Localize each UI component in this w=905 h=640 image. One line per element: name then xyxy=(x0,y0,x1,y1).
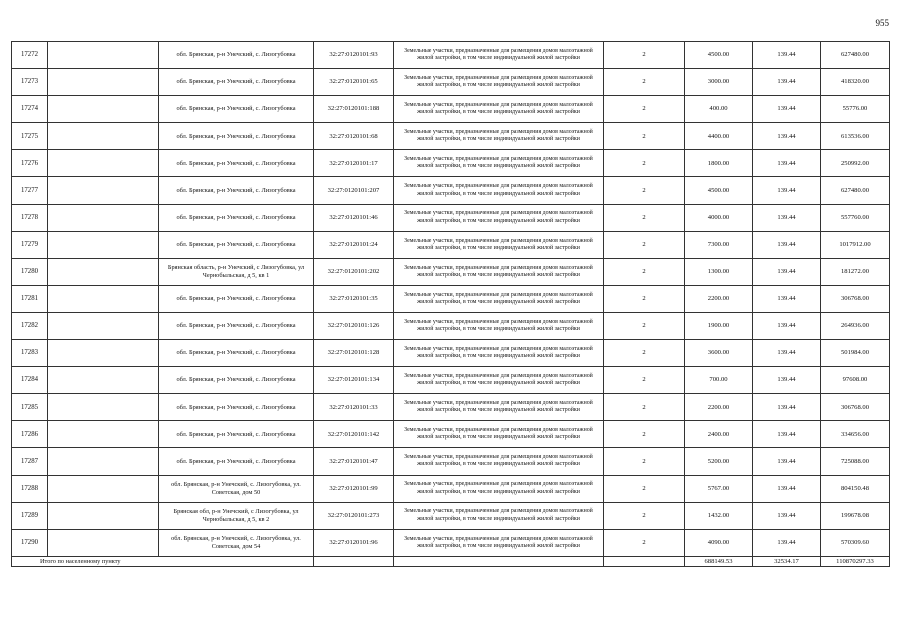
row-cadastral-number-cell: 32:27:0120101:68 xyxy=(314,123,394,150)
row-group-cell: 2 xyxy=(604,177,685,204)
row-area-cell: 1800.00 xyxy=(685,150,753,177)
row-cadastral-number-cell: 32:27:0120101:273 xyxy=(314,502,394,529)
row-group-cell: 2 xyxy=(604,502,685,529)
row-land-use-cell: Земельные участки, предназначенные для размещения домов малоэтажной жилой застройки, в том числе индивидуальной жилой застройки xyxy=(394,231,604,258)
row-area-cell: 1432.00 xyxy=(685,502,753,529)
row-empty-cell xyxy=(48,177,159,204)
row-land-use-cell: Земельные участки, предназначенные для размещения домов малоэтажной жилой застройки, в том числе индивидуальной жилой застройки xyxy=(394,394,604,421)
row-address-cell: обл. Брянская, р-н Унечский, с. Лизогубовка, ул. Советская, дом 54 xyxy=(159,529,314,556)
row-rate-cell: 139.44 xyxy=(753,367,821,394)
row-id-cell: 17277 xyxy=(12,177,48,204)
row-address-cell: обл. Брянская, р-н Унечский, с. Лизогубовка xyxy=(159,177,314,204)
row-cadastral-number-cell: 32:27:0120101:35 xyxy=(314,285,394,312)
row-cadastral-value-cell: 627480.00 xyxy=(821,42,890,69)
row-group-cell: 2 xyxy=(604,421,685,448)
row-id-cell: 17276 xyxy=(12,150,48,177)
row-cadastral-number-cell: 32:27:0120101:134 xyxy=(314,367,394,394)
row-address-cell: обл. Брянская, р-н Унечский, с. Лизогубовка xyxy=(159,448,314,475)
row-cadastral-number-cell: 32:27:0120101:17 xyxy=(314,150,394,177)
row-rate-cell: 139.44 xyxy=(753,448,821,475)
row-rate-cell: 139.44 xyxy=(753,421,821,448)
row-rate-cell: 139.44 xyxy=(753,96,821,123)
row-land-use-cell: Земельные участки, предназначенные для размещения домов малоэтажной жилой застройки, в том числе индивидуальной жилой застройки xyxy=(394,502,604,529)
row-cadastral-value-cell: 418320.00 xyxy=(821,69,890,96)
row-cadastral-number-cell: 32:27:0120101:99 xyxy=(314,475,394,502)
row-address-cell: обл. Брянская, р-н Унечский, с. Лизогубовка xyxy=(159,123,314,150)
row-area-cell: 3000.00 xyxy=(685,69,753,96)
table-row xyxy=(12,204,890,231)
row-group-cell: 2 xyxy=(604,312,685,339)
table-row xyxy=(12,529,890,556)
row-cadastral-number-cell: 32:27:0120101:142 xyxy=(314,421,394,448)
row-cadastral-value-cell: 264936.00 xyxy=(821,312,890,339)
row-cadastral-number-cell: 32:27:0120101:96 xyxy=(314,529,394,556)
table-row xyxy=(12,448,890,475)
row-address-cell: обл. Брянская, р-н Унечский, с. Лизогубовка, ул. Советская, дом 50 xyxy=(159,475,314,502)
row-group-cell: 2 xyxy=(604,448,685,475)
row-cadastral-number-cell: 32:27:0120101:207 xyxy=(314,177,394,204)
row-empty-cell xyxy=(48,96,159,123)
table-row xyxy=(12,177,890,204)
row-group-cell: 2 xyxy=(604,340,685,367)
row-empty-cell xyxy=(48,448,159,475)
row-cadastral-value-cell: 557760.00 xyxy=(821,204,890,231)
row-empty-cell xyxy=(48,231,159,258)
row-cadastral-value-cell: 55776.00 xyxy=(821,96,890,123)
row-address-cell: обл. Брянская, р-н Унечский, с. Лизогубовка xyxy=(159,394,314,421)
row-cadastral-value-cell: 570309.60 xyxy=(821,529,890,556)
row-id-cell: 17279 xyxy=(12,231,48,258)
row-cadastral-value-cell: 334656.00 xyxy=(821,421,890,448)
row-land-use-cell: Земельные участки, предназначенные для размещения домов малоэтажной жилой застройки, в том числе индивидуальной жилой застройки xyxy=(394,150,604,177)
row-cadastral-value-cell: 501984.00 xyxy=(821,340,890,367)
table-row xyxy=(12,96,890,123)
row-cadastral-number-cell: 32:27:0120101:46 xyxy=(314,204,394,231)
row-id-cell: 17289 xyxy=(12,502,48,529)
row-land-use-cell: Земельные участки, предназначенные для размещения домов малоэтажной жилой застройки, в том числе индивидуальной жилой застройки xyxy=(394,42,604,69)
row-address-cell: обл. Брянская, р-н Унечский, с. Лизогубовка xyxy=(159,231,314,258)
row-cadastral-value-cell: 97608.00 xyxy=(821,367,890,394)
table-row xyxy=(12,285,890,312)
row-empty-cell xyxy=(48,394,159,421)
row-empty-cell xyxy=(48,69,159,96)
row-cadastral-number-cell: 32:27:0120101:202 xyxy=(314,258,394,285)
row-empty-cell xyxy=(48,367,159,394)
row-id-cell: 17274 xyxy=(12,96,48,123)
row-id-cell: 17287 xyxy=(12,448,48,475)
row-group-cell: 2 xyxy=(604,367,685,394)
row-area-cell: 4000.00 xyxy=(685,204,753,231)
table-row xyxy=(12,258,890,285)
row-empty-cell xyxy=(48,312,159,339)
row-cadastral-value-cell: 627480.00 xyxy=(821,177,890,204)
row-cadastral-value-cell: 1017912.00 xyxy=(821,231,890,258)
row-rate-cell: 139.44 xyxy=(753,231,821,258)
row-area-cell: 5767.00 xyxy=(685,475,753,502)
row-address-cell: обл. Брянская, р-н Унечский, с. Лизогубовка xyxy=(159,285,314,312)
table-row xyxy=(12,231,890,258)
row-id-cell: 17283 xyxy=(12,340,48,367)
row-empty-cell xyxy=(48,123,159,150)
row-land-use-cell: Земельные участки, предназначенные для размещения домов малоэтажной жилой застройки, в том числе индивидуальной жилой застройки xyxy=(394,529,604,556)
row-empty-cell xyxy=(48,340,159,367)
row-rate-cell: 139.44 xyxy=(753,204,821,231)
row-area-cell: 4090.00 xyxy=(685,529,753,556)
total-row xyxy=(12,556,890,566)
row-group-cell: 2 xyxy=(604,204,685,231)
row-group-cell: 2 xyxy=(604,258,685,285)
row-land-use-cell: Земельные участки, предназначенные для размещения домов малоэтажной жилой застройки, в том числе индивидуальной жилой застройки xyxy=(394,69,604,96)
row-empty-cell xyxy=(48,204,159,231)
row-land-use-cell: Земельные участки, предназначенные для размещения домов малоэтажной жилой застройки, в том числе индивидуальной жилой застройки xyxy=(394,285,604,312)
row-area-cell: 3600.00 xyxy=(685,340,753,367)
row-group-cell: 2 xyxy=(604,529,685,556)
row-land-use-cell: Земельные участки, предназначенные для размещения домов малоэтажной жилой застройки, в том числе индивидуальной жилой застройки xyxy=(394,123,604,150)
total-label: Итого по населенному пункту xyxy=(12,556,314,566)
row-area-cell: 2200.00 xyxy=(685,285,753,312)
row-area-cell: 2200.00 xyxy=(685,394,753,421)
row-land-use-cell: Земельные участки, предназначенные для размещения домов малоэтажной жилой застройки, в том числе индивидуальной жилой застройки xyxy=(394,421,604,448)
row-rate-cell: 139.44 xyxy=(753,123,821,150)
row-address-cell: Брянская обл, р-н Унечский, с Лизогубовка, ул Чернобыльская, д 5, кв 2 xyxy=(159,502,314,529)
row-group-cell: 2 xyxy=(604,150,685,177)
row-id-cell: 17284 xyxy=(12,367,48,394)
row-address-cell: обл. Брянская, р-н Унечский, с. Лизогубовка xyxy=(159,367,314,394)
page-number: 955 xyxy=(875,18,889,28)
table-row xyxy=(12,69,890,96)
table-row xyxy=(12,340,890,367)
total-empty-cell xyxy=(604,556,685,566)
row-area-cell: 5200.00 xyxy=(685,448,753,475)
row-cadastral-number-cell: 32:27:0120101:93 xyxy=(314,42,394,69)
total-empty-cell xyxy=(394,556,604,566)
row-id-cell: 17288 xyxy=(12,475,48,502)
table-row xyxy=(12,475,890,502)
row-rate-cell: 139.44 xyxy=(753,340,821,367)
row-group-cell: 2 xyxy=(604,394,685,421)
row-group-cell: 2 xyxy=(604,123,685,150)
row-land-use-cell: Земельные участки, предназначенные для размещения домов малоэтажной жилой застройки, в том числе индивидуальной жилой застройки xyxy=(394,475,604,502)
row-address-cell: обл. Брянская, р-н Унечский, с. Лизогубовка xyxy=(159,69,314,96)
row-rate-cell: 139.44 xyxy=(753,258,821,285)
row-group-cell: 2 xyxy=(604,42,685,69)
table-row xyxy=(12,312,890,339)
row-area-cell: 4500.00 xyxy=(685,42,753,69)
row-rate-cell: 139.44 xyxy=(753,502,821,529)
row-cadastral-number-cell: 32:27:0120101:128 xyxy=(314,340,394,367)
row-land-use-cell: Земельные участки, предназначенные для размещения домов малоэтажной жилой застройки, в том числе индивидуальной жилой застройки xyxy=(394,96,604,123)
row-rate-cell: 139.44 xyxy=(753,285,821,312)
total-empty-cell xyxy=(314,556,394,566)
row-area-cell: 1900.00 xyxy=(685,312,753,339)
row-address-cell: Брянская область, р-н Унечский, с Лизогубовка, ул Чернобыльская, д 5, кв 1 xyxy=(159,258,314,285)
row-empty-cell xyxy=(48,529,159,556)
row-rate-cell: 139.44 xyxy=(753,69,821,96)
registry-body xyxy=(12,42,890,567)
row-cadastral-value-cell: 306768.00 xyxy=(821,285,890,312)
row-cadastral-number-cell: 32:27:0120101:188 xyxy=(314,96,394,123)
table-row xyxy=(12,150,890,177)
row-id-cell: 17285 xyxy=(12,394,48,421)
total-rate-cell: 32534.17 xyxy=(753,556,821,566)
row-id-cell: 17278 xyxy=(12,204,48,231)
row-id-cell: 17273 xyxy=(12,69,48,96)
row-empty-cell xyxy=(48,421,159,448)
row-id-cell: 17280 xyxy=(12,258,48,285)
row-empty-cell xyxy=(48,150,159,177)
row-cadastral-value-cell: 804150.48 xyxy=(821,475,890,502)
row-id-cell: 17282 xyxy=(12,312,48,339)
total-area-cell: 688149.53 xyxy=(685,556,753,566)
land-registry-table xyxy=(11,41,890,567)
row-area-cell: 4400.00 xyxy=(685,123,753,150)
row-cadastral-value-cell: 725088.00 xyxy=(821,448,890,475)
row-cadastral-number-cell: 32:27:0120101:126 xyxy=(314,312,394,339)
row-address-cell: обл. Брянская, р-н Унечский, с. Лизогубовка xyxy=(159,42,314,69)
row-id-cell: 17281 xyxy=(12,285,48,312)
row-address-cell: обл. Брянская, р-н Унечский, с. Лизогубовка xyxy=(159,96,314,123)
row-area-cell: 700.00 xyxy=(685,367,753,394)
row-empty-cell xyxy=(48,42,159,69)
row-rate-cell: 139.44 xyxy=(753,150,821,177)
row-land-use-cell: Земельные участки, предназначенные для размещения домов малоэтажной жилой застройки, в том числе индивидуальной жилой застройки xyxy=(394,340,604,367)
row-cadastral-value-cell: 199678.08 xyxy=(821,502,890,529)
row-land-use-cell: Земельные участки, предназначенные для размещения домов малоэтажной жилой застройки, в том числе индивидуальной жилой застройки xyxy=(394,177,604,204)
row-rate-cell: 139.44 xyxy=(753,42,821,69)
row-cadastral-value-cell: 306768.00 xyxy=(821,394,890,421)
row-area-cell: 7300.00 xyxy=(685,231,753,258)
row-group-cell: 2 xyxy=(604,475,685,502)
row-address-cell: обл. Брянская, р-н Унечский, с. Лизогубовка xyxy=(159,340,314,367)
row-cadastral-number-cell: 32:27:0120101:24 xyxy=(314,231,394,258)
row-rate-cell: 139.44 xyxy=(753,312,821,339)
row-id-cell: 17275 xyxy=(12,123,48,150)
row-cadastral-value-cell: 250992.00 xyxy=(821,150,890,177)
row-rate-cell: 139.44 xyxy=(753,475,821,502)
row-land-use-cell: Земельные участки, предназначенные для размещения домов малоэтажной жилой застройки, в том числе индивидуальной жилой застройки xyxy=(394,258,604,285)
row-id-cell: 17286 xyxy=(12,421,48,448)
row-cadastral-value-cell: 181272.00 xyxy=(821,258,890,285)
total-value-cell: 110870297.33 xyxy=(821,556,890,566)
row-land-use-cell: Земельные участки, предназначенные для размещения домов малоэтажной жилой застройки, в том числе индивидуальной жилой застройки xyxy=(394,448,604,475)
row-group-cell: 2 xyxy=(604,96,685,123)
row-id-cell: 17290 xyxy=(12,529,48,556)
row-rate-cell: 139.44 xyxy=(753,529,821,556)
row-area-cell: 2400.00 xyxy=(685,421,753,448)
row-empty-cell xyxy=(48,475,159,502)
table-row xyxy=(12,123,890,150)
row-address-cell: обл. Брянская, р-н Унечский, с. Лизогубовка xyxy=(159,204,314,231)
row-cadastral-number-cell: 32:27:0120101:33 xyxy=(314,394,394,421)
row-cadastral-value-cell: 613536.00 xyxy=(821,123,890,150)
row-address-cell: обл. Брянская, р-н Унечский, с. Лизогубовка xyxy=(159,421,314,448)
row-id-cell: 17272 xyxy=(12,42,48,69)
table-row xyxy=(12,502,890,529)
row-area-cell: 400.00 xyxy=(685,96,753,123)
row-address-cell: обл. Брянская, р-н Унечский, с. Лизогубовка xyxy=(159,312,314,339)
row-cadastral-number-cell: 32:27:0120101:47 xyxy=(314,448,394,475)
row-empty-cell xyxy=(48,285,159,312)
row-area-cell: 1300.00 xyxy=(685,258,753,285)
row-group-cell: 2 xyxy=(604,231,685,258)
row-land-use-cell: Земельные участки, предназначенные для размещения домов малоэтажной жилой застройки, в том числе индивидуальной жилой застройки xyxy=(394,367,604,394)
row-area-cell: 4500.00 xyxy=(685,177,753,204)
table-row xyxy=(12,394,890,421)
table-row xyxy=(12,367,890,394)
row-group-cell: 2 xyxy=(604,285,685,312)
row-empty-cell xyxy=(48,258,159,285)
row-empty-cell xyxy=(48,502,159,529)
table-row xyxy=(12,421,890,448)
row-rate-cell: 139.44 xyxy=(753,177,821,204)
row-land-use-cell: Земельные участки, предназначенные для размещения домов малоэтажной жилой застройки, в том числе индивидуальной жилой застройки xyxy=(394,312,604,339)
row-rate-cell: 139.44 xyxy=(753,394,821,421)
row-group-cell: 2 xyxy=(604,69,685,96)
row-cadastral-number-cell: 32:27:0120101:65 xyxy=(314,69,394,96)
row-land-use-cell: Земельные участки, предназначенные для размещения домов малоэтажной жилой застройки, в том числе индивидуальной жилой застройки xyxy=(394,204,604,231)
row-address-cell: обл. Брянская, р-н Унечский, с. Лизогубовка xyxy=(159,150,314,177)
table-row xyxy=(12,42,890,69)
